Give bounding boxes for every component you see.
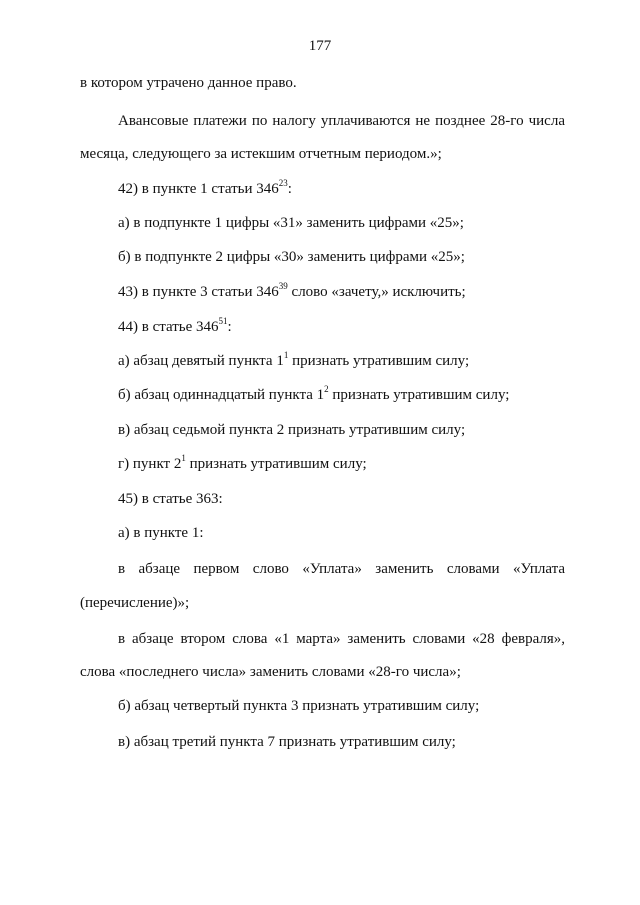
text-span: признать утратившим силу; <box>185 456 367 472</box>
text-line: б) в подпункте 2 цифры «30» заменить цифрами «25»; <box>118 249 465 265</box>
text-span: признать утратившим силу; <box>328 387 510 403</box>
text-span: г) пункт 2 <box>118 456 182 472</box>
text-line: в) абзац третий пункта 7 признать утратившим силу; <box>118 734 456 750</box>
text-span: 42) в пункте 1 статьи 346 <box>118 181 279 197</box>
page-number: 177 <box>308 38 332 54</box>
text-span: 44) в статье 346 <box>118 319 219 335</box>
article-item-45: 45) в статье 363: <box>118 491 223 507</box>
superscript: 2 <box>324 384 329 394</box>
text-line: в котором утрачено данное право. <box>80 75 297 91</box>
text-line: а) в пункте 1: <box>118 525 204 541</box>
text-span: б) абзац одиннадцатый пункта 1 <box>118 387 325 403</box>
superscript: 1 <box>283 350 289 360</box>
text-line <box>118 352 469 370</box>
text-line <box>118 386 509 404</box>
text-line: б) абзац четвертый пункта 3 признать утратившим силу; <box>118 698 480 714</box>
text-span: а) абзац девятый пункта 1 <box>118 353 284 369</box>
text-line: в) абзац седьмой пункта 2 признать утратившим силу; <box>118 422 466 438</box>
text-line <box>118 455 367 473</box>
text-span: 43) в пункте 3 статьи 346 <box>118 284 279 300</box>
text-line: в абзаце первом слово «Уплата» заменить словами «Уплата <box>118 561 565 577</box>
text-line: в абзаце втором слова «1 марта» заменить словами «28 февраля», <box>118 631 565 647</box>
superscript: 39 <box>278 281 288 291</box>
superscript: 51 <box>218 316 228 326</box>
superscript: 23 <box>278 178 288 188</box>
article-item-42 <box>118 180 292 198</box>
text-line: Авансовые платежи по налогу уплачиваются не позднее 28-го числа <box>118 113 565 129</box>
article-item-43 <box>118 283 466 301</box>
superscript: 1 <box>181 453 186 463</box>
article-item-44 <box>118 318 232 336</box>
text-line: (перечисление)»; <box>80 595 190 611</box>
text-span: слово «зачету,» исключить; <box>287 284 466 300</box>
text-line: слова «последнего числа» заменить словами «28-го числа»; <box>80 664 461 680</box>
text-span: : <box>227 319 232 335</box>
text-line: месяца, следующего за истекшим отчетным периодом.»; <box>80 146 442 162</box>
text-span: признать утратившим силу; <box>288 353 470 369</box>
text-span: : <box>287 181 292 197</box>
text-line: а) в подпункте 1 цифры «31» заменить цифрами «25»; <box>118 215 464 231</box>
